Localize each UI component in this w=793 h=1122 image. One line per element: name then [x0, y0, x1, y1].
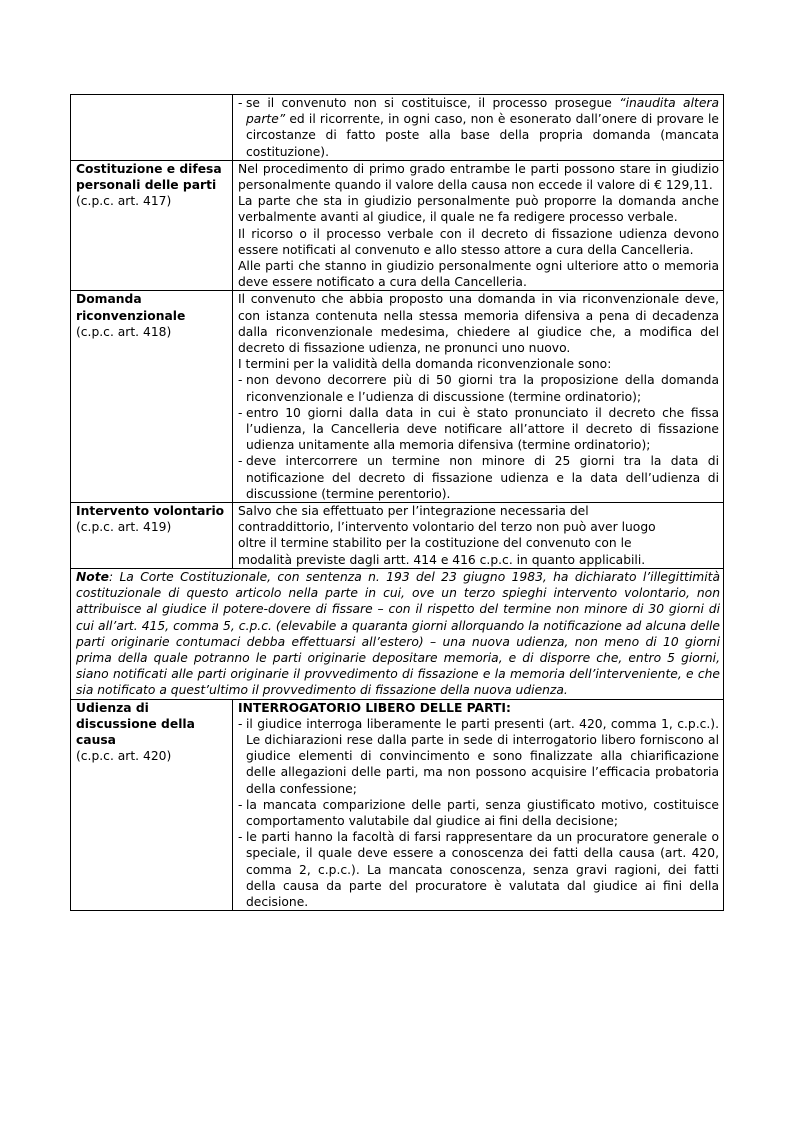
label-cell [71, 160, 233, 291]
bullet-list [238, 716, 719, 910]
paragraph: Nel procedimento di primo grado entrambe le parti possono stare in giudizio personalmente quando il valore della causa non eccede il valore di € 129,11. [238, 161, 719, 193]
label-cell [71, 699, 233, 911]
legal-procedure-table [70, 94, 724, 911]
label-cell [71, 291, 233, 503]
text-line: Salvo che sia effettuato per l’integrazione necessaria del [238, 504, 589, 519]
paragraph: La parte che sta in giudizio personalmente può proporre la domanda anche verbalmente avanti al giudice, il quale ne fa redigere processo verbale. [238, 194, 719, 225]
bullet-list [238, 95, 719, 160]
note-label: Note [76, 569, 109, 584]
table-row-continuation [71, 95, 724, 161]
article-reference: (c.p.c. art. 418) [76, 324, 172, 339]
row-title: Costituzione e difesa personali delle parti [76, 161, 222, 193]
list-item: - non devono decorrere più di 50 giorni tra la proposizione della domanda riconvenzionale e l’udienza di discussione (termine ordinatorio); [238, 372, 719, 404]
list-item: - deve intercorrere un termine non minore di 25 giorni tra la data di notificazione del decreto di fissazione udienza e la data dell’udienza di discussione (termine perentorio). [238, 453, 719, 502]
document-page [70, 94, 723, 911]
note-text: : La Corte Costituzionale, con sentenza n. 193 del 23 giugno 1983, ha dichiarato l’illegittimità costituzionale di questo articolo nella parte in cui, ove un terzo spieghi intervento volontario, non attribuisce al giudice il potere-dovere di fissare – con il rispetto del termine non minore di 30 giorni di cui all’art. 415, comma 5, c.p.c. (elevabile a quaranta giorni allorquando la notificazione ad alcuna delle parti originarie contumaci debba effettuarsi all’estero) – una nuova udienza, non meno di 10 giorni prima della quale potranno le parti originarie depositare memoria, e di disporre che, entro 5 giorni, siano notificati alle parti originarie il provvedimento di fissazione e la memoria dell’interveniente, e che sia notificato a quest’ultimo il provvedimento di fissazione della nuova udienza. [76, 569, 720, 698]
paragraph: I termini per la validità della domanda riconvenzionale sono: [238, 357, 612, 372]
label-cell-empty [71, 95, 233, 161]
label-cell [71, 503, 233, 569]
table-row-art-419 [71, 503, 724, 569]
article-reference: (c.p.c. art. 417) [76, 194, 172, 209]
article-reference: (c.p.c. art. 419) [76, 520, 172, 535]
content-cell [233, 503, 724, 569]
list-item: - il giudice interroga liberamente le parti presenti (art. 420, comma 1, c.p.c.). Le dichiarazioni rese dalla parte in sede di interrogatorio libero forniscono al giudice elementi di convincimento e sono finalizzate alla chiarificazione delle allegazioni delle parti, ma non possono acquisire l’efficacia probatoria della confessione; [238, 716, 719, 797]
article-reference: (c.p.c. art. 420) [76, 749, 172, 764]
row-title: Intervento volontario [76, 504, 225, 519]
content-cell [233, 291, 724, 503]
list-item: - le parti hanno la facoltà di farsi rappresentare da un procuratore generale o speciale, il quale deve essere a conoscenza dei fatti della causa (art. 420, comma 2, c.p.c.). La mancata conoscenza, senza gravi ragioni, dei fatti della causa da parte del procuratore è valutata dal giudice ai fini della decisione. [238, 829, 719, 910]
paragraph: Alle parti che stanno in giudizio personalmente ogni ulteriore atto o memoria deve essere notificato a cura della Cancelleria. [238, 259, 719, 290]
bullet-list [238, 372, 719, 502]
text-line: oltre il termine stabilito per la costituzione del convenuto con le [238, 536, 632, 551]
list-item: - la mancata comparizione delle parti, senza giustificato motivo, costituisce comportamento valutabile dal giudice ai fini della decisione; [238, 797, 719, 829]
table-row-note [71, 568, 724, 699]
content-cell [233, 160, 724, 291]
list-item: - se il convenuto non si costituisce, il processo prosegue “inaudita altera parte” ed il ricorrente, in ogni caso, non è esonerato dall’onere di provare le circostanze di fatto poste alla base della propria domanda (mancata costituzione). [238, 95, 719, 160]
note-cell [71, 568, 724, 699]
note-paragraph [76, 569, 720, 699]
text-line: modalità previste dagli artt. 414 e 416 c.p.c. in quanto applicabili. [238, 552, 646, 567]
row-title: Udienza di discussione della causa [76, 700, 195, 747]
paragraph: Il ricorso o il processo verbale con il decreto di fissazione udienza devono essere notificati al convenuto e allo stesso attore a cura della Cancelleria. [238, 226, 719, 257]
text-line: contraddittorio, l’intervento volontario del terzo non può aver luogo [238, 520, 656, 535]
table-row-art-420 [71, 699, 724, 911]
content-cell [233, 95, 724, 161]
table-row-art-418 [71, 291, 724, 503]
paragraph: Il convenuto che abbia proposto una domanda in via riconvenzionale deve, con istanza contenuta nella stessa memoria difensiva a pena di decadenza dalla riconvenzionale medesima, chiedere al giudice che, a modifica del decreto di fissazione udienza, ne pronunci uno nuovo. [238, 292, 719, 356]
row-title: Domanda riconvenzionale [76, 292, 186, 323]
content-cell [233, 699, 724, 911]
list-item: - entro 10 giorni dalla data in cui è stato pronunciato il decreto che fissa l’udienza, la Cancelleria deve notificare all’attore il decreto di fissazione udienza unitamente alla memoria difensiva (termine ordinatorio); [238, 405, 719, 454]
section-heading: INTERROGATORIO LIBERO DELLE PARTI: [238, 700, 511, 715]
table-row-art-417 [71, 160, 724, 291]
